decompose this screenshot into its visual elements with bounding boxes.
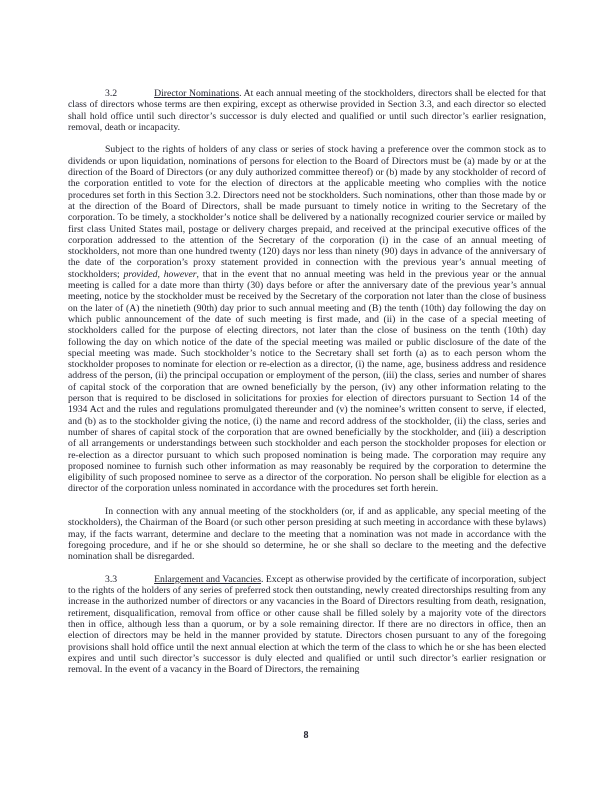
paragraph-section-3-3 xyxy=(68,574,546,676)
body-text: In connection with any annual meeting of the stockholders (or, if and as applicable, any special meeting of the stockholders), the Chairman of the Board (or such other person presiding at such meeting in accordance with these bylaws) may, if the facts warrant, determine and declare to the meeting that a nomination was not made in accordance with the foregoing procedure, and if he or she should so determine, he or she shall so declare to the meeting and the defective nomination shall be disregarded. xyxy=(68,505,546,563)
body-text: Subject to the rights of holders of any class or series of stock having a preference over the common stock as to dividends or upon liquidation, nominations of persons for election to the Board of Directors must be (a) made by or at the direction of the Board of Directors (or any duly authorized committee thereof) or (b) made by any stockholder of record of the corporation entitled to vote for the election of directors at the applicable meeting who complies with the notice procedures set forth in this Section 3.2. Directors need not be stockholders. Such nominations, other than those made by or at the direction of the Board of Directors, shall be made pursuant to timely notice in writing to the Secretary of the corporation. To be timely, a stockholder’s notice shall be delivered by a nationally recognized courier service or mailed by first class United States mail, postage or delivery charges prepaid, and received at the principal executive offices of the corporation addressed to the attention of the Secretary of the corporation (i) in the case of an annual meeting of stockholders, not more than one hundred twenty (120) days nor less than ninety (90) days in advance of the anniversary of the date of the corporation’s proxy statement provided in connection with the previous year’s annual meeting of stockholders; xyxy=(68,144,546,280)
body-text: , that in the event that no annual meeting was held in the previous year or the annual meeting is called for a date more than thirty (30) days before or after the anniversary date of the previous year’s annual meeting, notice by the stockholder must be received by the Secretary of the corporation not later than the close of business on the later of (A) the ninetieth (90th) day prior to such annual meeting and (B) the tenth (10th) day following the day on which public announcement of the date of such meeting is first made, and (ii) in the case of a special meeting of stockholders called for the purpose of electing directors, not later than the close of business on the tenth (10th) day following the day on which notice of the date of the special meeting was mailed or public disclosure of the date of the special meeting was made. Such stockholder’s notice to the Secretary shall set forth (a) as to each person whom the stockholder proposes to nominate for election or re-election as a director, (i) the name, age, business address and residence address of the person, (ii) the principal occupation or employment of the person, (iii) the class, series and number of shares of capital stock of the corporation that are owned beneficially by the person, (iv) any other information relating to the person that is required to be disclosed in solicitations for proxies for election of directors pursuant to Section 14 of the 1934 Act and the rules and regulations promulgated thereunder and (v) the nominee’s written consent to serve, if elected, and (b) as to the stockholder giving the notice, (i) the name and record address of the stockholder, (ii) the class, series and number of shares of capital stock of the corporation that are owned beneficially by the stockholder, and (iii) a description of all arrangements or understandings between such stockholder and each person the stockholder proposes for election or re-election as a director pursuant to which such proposed nomination is being made. The corporation may require any proposed nominee to furnish such other information as may reasonably be required by the corporation to determine the eligibility of such proposed nominee to serve as a director of the corporation. No person shall be eligible for election as a director of the corporation unless nominated in accordance with the procedures set forth herein. xyxy=(68,268,546,495)
section-heading: Enlargement and Vacancies xyxy=(154,573,261,585)
section-body-text: . At each annual meeting of the stockholders, directors shall be elected for that class of directors whose terms are then expiring, except as otherwise provided in Section 3.3, and each director so elected shall hold office until such director’s successor is duly elected and qualified or until such director’s earlier resignation, removal, death or incapacity. xyxy=(68,88,546,133)
paragraph-chairman-determination xyxy=(68,506,546,562)
section-number: 3.3 xyxy=(105,573,118,585)
section-heading: Director Nominations xyxy=(154,88,240,99)
paragraph-section-3-2 xyxy=(68,88,546,133)
page-number: 8 xyxy=(303,730,309,741)
section-number: 3.2 xyxy=(105,88,118,99)
section-body-text: . Except as otherwise provided by the certificate of incorporation, subject to the rights of the holders of any series of preferred stock then outstanding, newly created directorships resulting from any increase in the authorized number of directors or any vacancies in the Board of Directors resulting from death, resignation, retirement, disqualification, removal from office or other cause shall be filled solely by a majority vote of the directors then in office, although less than a quorum, or by a sole remaining director. If there are no directors in office, then an election of directors may be held in the manner provided by statute. Directors chosen pursuant to any of the foregoing provisions shall hold office until the next annual election at which the term of the class to which he or she has been elected expires and until such director’s successor is duly elected and qualified or until such director’s earlier resignation or removal. In the event of a vacancy in the Board of Directors, the remaining xyxy=(68,573,546,676)
paragraph-nomination-notice xyxy=(68,144,546,494)
page-body xyxy=(68,88,546,687)
italic-phrase: provided, however xyxy=(123,268,197,280)
